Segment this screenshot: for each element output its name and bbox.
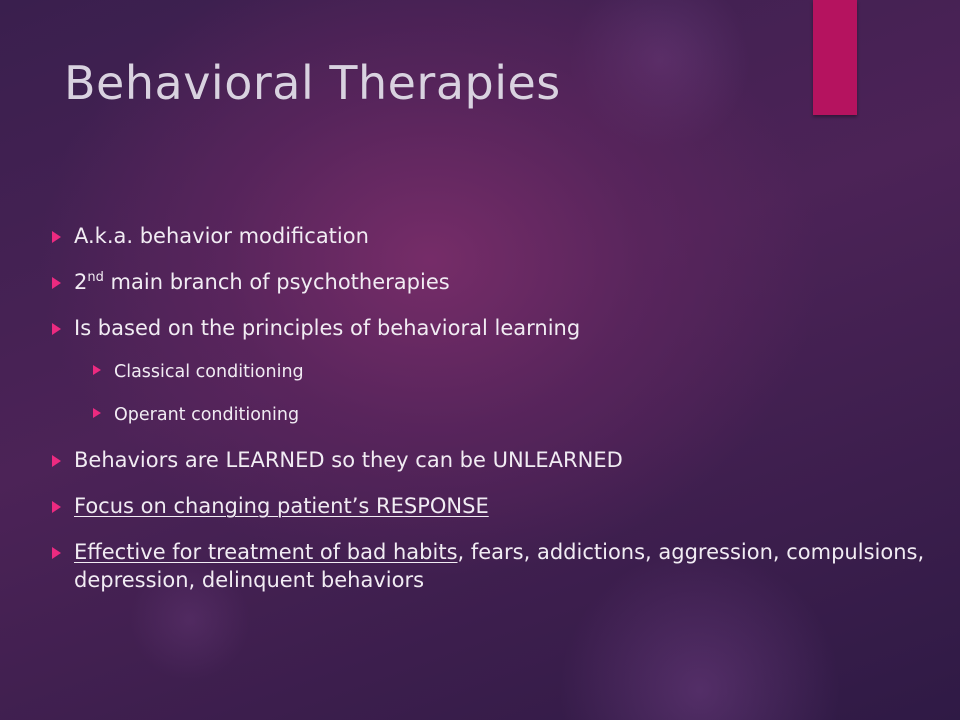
bullet-text-superscript: nd [87, 270, 104, 285]
arrow-bullet-icon [93, 408, 101, 418]
bullet-effective [46, 538, 936, 594]
bullet-text-underlined: Effective for treatment of bad habits [74, 540, 458, 564]
sub-bullet-operant [89, 401, 936, 429]
bullet-text: main branch of psychotherapies [103, 270, 450, 294]
bullet-principles [46, 314, 936, 342]
arrow-bullet-icon [52, 231, 61, 243]
sub-bullet-classical [89, 358, 936, 386]
bullet-text: Behaviors are LEARNED so they can be UNLEARNED [74, 448, 623, 472]
bullet-text-underlined: Focus on changing patient’s RESPONSE [74, 494, 489, 518]
bullet-text: Operant conditioning [114, 405, 300, 425]
arrow-bullet-icon [52, 547, 61, 559]
bullet-focus [46, 492, 936, 520]
bullet-list [46, 222, 936, 612]
arrow-bullet-icon [52, 323, 61, 335]
bullet-learned [46, 446, 936, 474]
accent-bar [813, 0, 857, 115]
slide-title: Behavioral Therapies [64, 56, 561, 110]
bullet-second-branch [46, 268, 936, 296]
bullet-text-number: 2 [74, 270, 88, 294]
arrow-bullet-icon [52, 277, 61, 289]
bullet-text: Classical conditioning [114, 362, 304, 382]
arrow-bullet-icon [52, 501, 61, 513]
bullet-text: , fears, addictions, aggression, compulsions, depression, delinquent behaviors [74, 540, 925, 592]
bullet-text: Is based on the principles of behavioral learning [74, 316, 581, 340]
bullet-text: A.k.a. behavior modification [74, 224, 369, 248]
arrow-bullet-icon [93, 365, 101, 375]
bullet-aka [46, 222, 936, 250]
arrow-bullet-icon [52, 455, 61, 467]
